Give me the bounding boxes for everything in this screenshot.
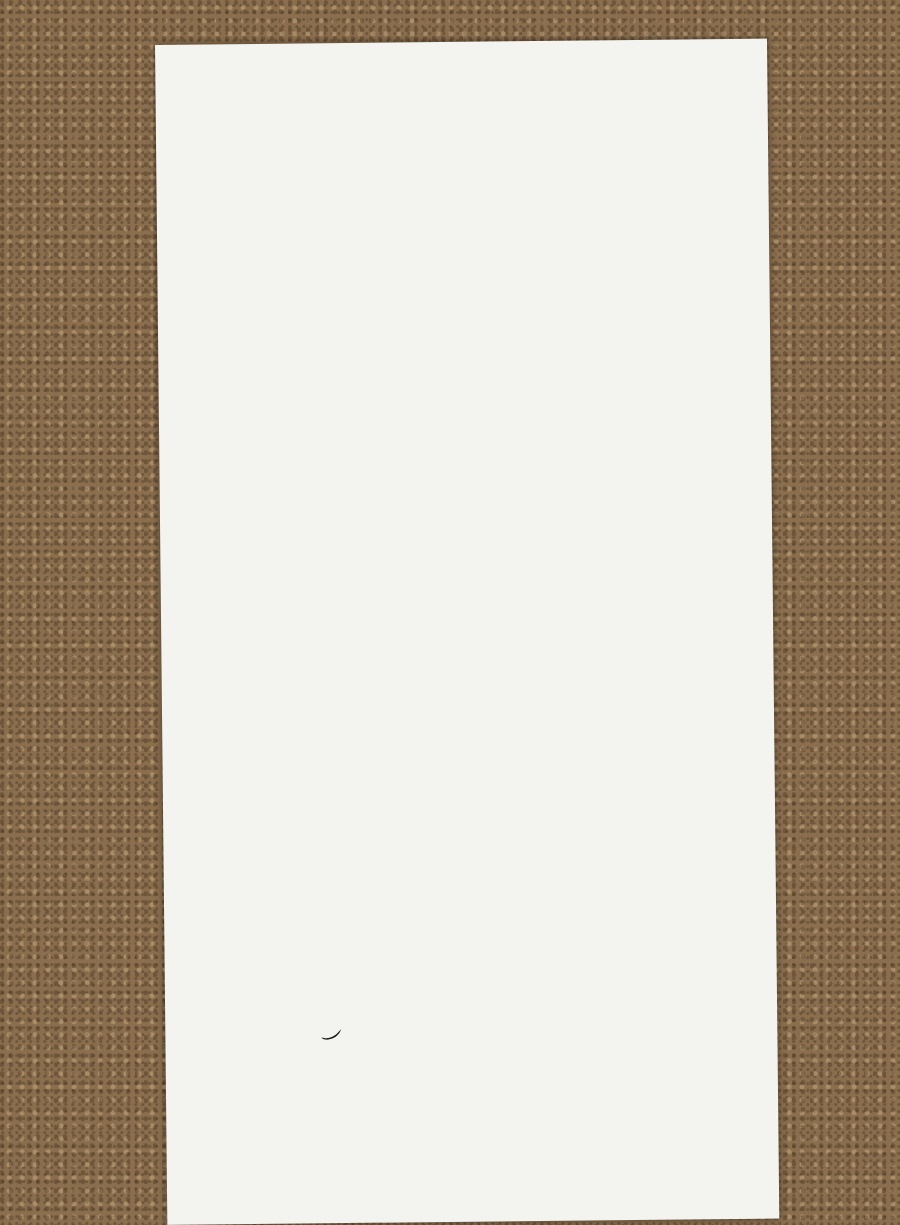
spice-level-text: [346, 1124, 676, 1127]
spicy-legend: [320, 1028, 350, 1040]
spice-level-text: [346, 1090, 676, 1093]
menu-title: [155, 75, 767, 81]
pepper-group: [256, 1093, 336, 1098]
spice-level-mild: [256, 1090, 676, 1098]
menu-page: [155, 39, 779, 1225]
chili-pepper-icon: [320, 1028, 342, 1040]
spice-level-text: [347, 1158, 677, 1161]
pepper-group: [256, 1127, 336, 1132]
spice-level-medium: [256, 1124, 676, 1132]
menu-item-list: [170, 137, 715, 143]
menu-subtitle: [156, 104, 768, 110]
restaurant-quote: [206, 1054, 726, 1059]
spice-level-hot: [257, 1158, 677, 1166]
pepper-group: [257, 1161, 337, 1166]
